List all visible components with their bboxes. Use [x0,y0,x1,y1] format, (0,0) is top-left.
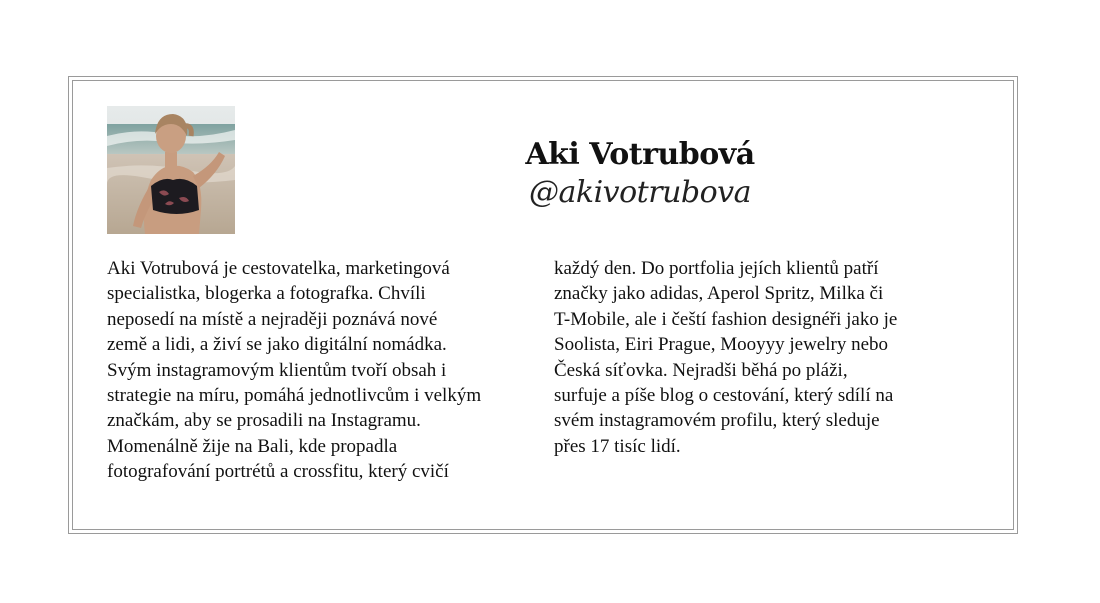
bio-line: fotografování portrétů a crossfitu, který cvičí [107,461,449,483]
bio-line: značky jako adidas, Aperol Spritz, Milka či [554,283,884,305]
bio-line: surfuje a píše blog o cestování, který sdílí na [554,385,894,407]
bio-line: svém instagramovém profilu, který sleduje [554,410,880,432]
bio-column-right [554,256,897,459]
bio-line: Momenálně žije na Bali, kde propadla [107,435,398,457]
profile-handle: @akivotrubova [529,175,751,210]
bio-line: přes 17 tisíc lidí. [554,435,681,457]
profile-header [420,136,860,212]
profile-name: Aki Votrubová [525,137,755,172]
bio-line: Aki Votrubová je cestovatelka, marketingová [107,258,450,279]
bio-line: Česká síťovka. Nejradši běhá po pláži, [554,359,848,381]
portrait-photo-icon [107,106,235,234]
bio-line: země a lidi, a živí se jako digitální nomádka. [107,334,447,356]
bio-line: Svým instagramovým klientům tvoří obsah i [107,359,447,381]
bio-line: značkám, aby se prosadili na Instagramu. [107,410,421,432]
bio-line: každý den. Do portfolia jejích klientů patří [554,258,879,279]
bio-line: T-Mobile, ale i čeští fashion designéři jako je [554,308,898,330]
bio-line: neposedí na místě a nejraději poznává nové [107,308,438,330]
bio-line: specialistka, blogerka a fotografka. Chvíli [107,283,426,305]
bio-line: Soolista, Eiri Prague, Mooyyy jewelry nebo [554,334,889,356]
bio-line: strategie na míru, pomáhá jednotlivcům i velkým [107,385,482,407]
profile-photo [107,106,235,234]
bio-column-left [107,256,481,485]
